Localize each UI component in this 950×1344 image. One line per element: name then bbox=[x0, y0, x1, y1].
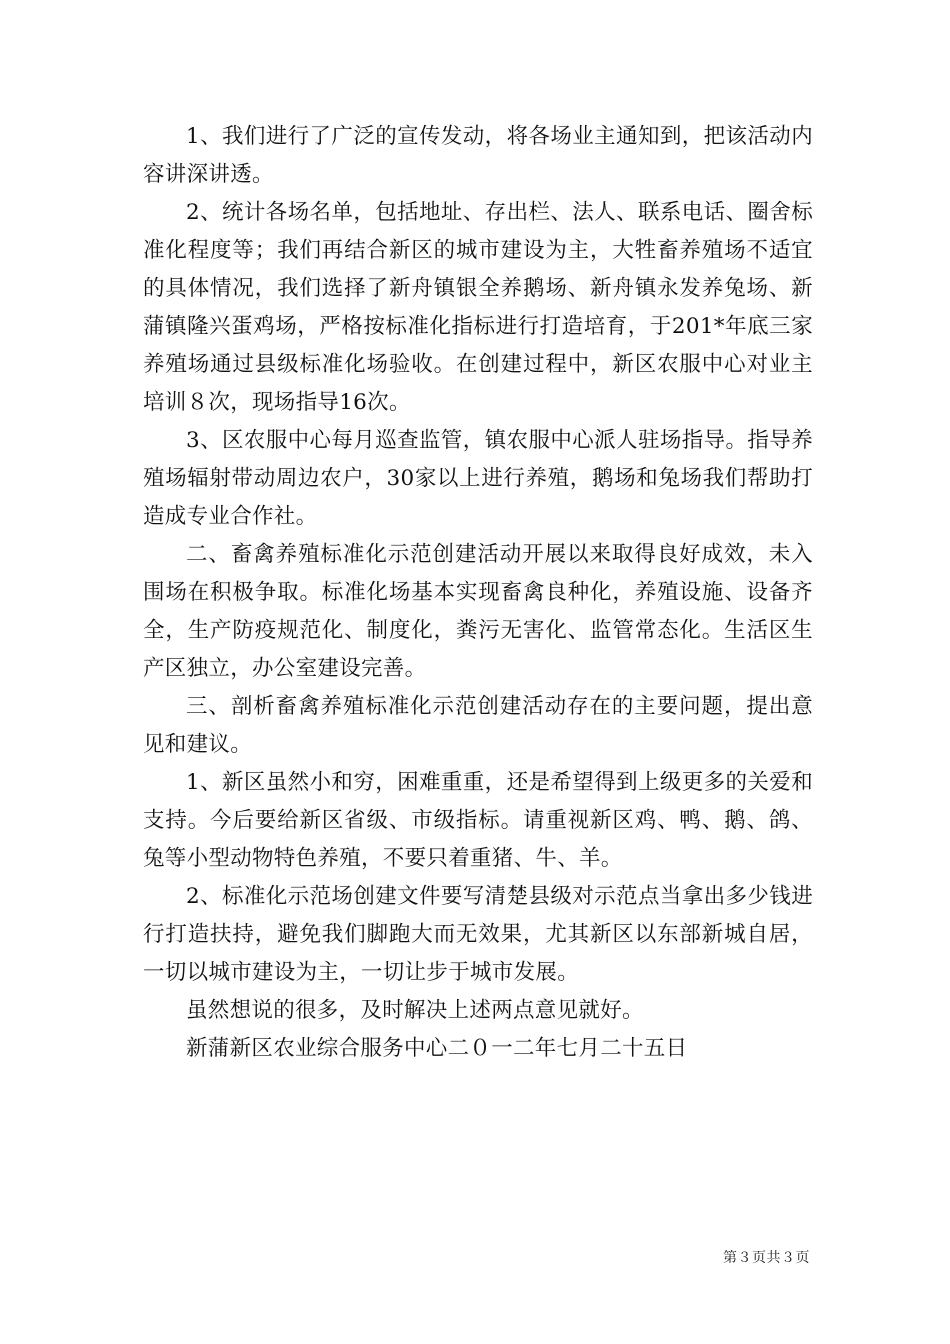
paragraph-results: 二、畜禽养殖标准化示范创建活动开展以来取得良好成效，未入围场在积极争取。标准化场基本实现畜禽良种化，养殖设施、设备齐全，生产防疫规范化、制度化，粪污无害化、监管常态化。生活区生产区独立，办公室建设完善。 bbox=[143, 542, 813, 681]
paragraph-suggestion-2: 2、标准化示范场创建文件要写清楚县级对示范点当拿出多少钱进行打造扶持，避免我们脚跑大而无效果，尤其新区以东部新城自居，一切以城市建设为主，一切让步于城市发展。 bbox=[143, 884, 813, 985]
paragraph-suggestion-1: 1、新区虽然小和穷，困难重重，还是希望得到上级更多的关爱和支持。今后要给新区省级、市级指标。请重视新区鸡、鸭、鹅、鸽、兔等小型动物特色养殖，不要只着重猪、牛、羊。 bbox=[143, 770, 813, 871]
paragraph-problems-heading: 三、剖析畜禽养殖标准化示范创建活动存在的主要问题，提出意见和建议。 bbox=[143, 694, 813, 757]
page-number-footer: 第３页共３页 bbox=[723, 1250, 810, 1266]
paragraph-supervision: 3、区农服中心每月巡查监管，镇农服中心派人驻场指导。指导养殖场辐射带动周边农户，30家以上进行养殖，鹅场和兔场我们帮助打造成专业合作社。 bbox=[143, 428, 813, 529]
paragraph-publicity: 1、我们进行了广泛的宣传发动，将各场业主通知到，把该活动内容讲深讲透。 bbox=[143, 124, 813, 187]
paragraph-signature-date: 新蒲新区农业综合服务中心二０一二年七月二十五日 bbox=[186, 1036, 688, 1061]
paragraph-farm-statistics: 2、统计各场名单，包括地址、存出栏、法人、联系电话、圈舍标准化程度等；我们再结合新区的城市建设为主，大牲畜养殖场不适宜的具体情况，我们选择了新舟镇银全养鹅场、新舟镇永发养兔场、新蒲镇隆兴蛋鸡场，严格按标准化指标进行打造培育，于201*年底三家养殖场通过县级标准化场验收。在创建过程中，新区农服中心对业主培训８次，现场指导16次。 bbox=[143, 200, 813, 415]
paragraph-closing-remark: 虽然想说的很多，及时解决上述两点意见就好。 bbox=[186, 998, 644, 1023]
document-body bbox=[143, 118, 813, 1068]
